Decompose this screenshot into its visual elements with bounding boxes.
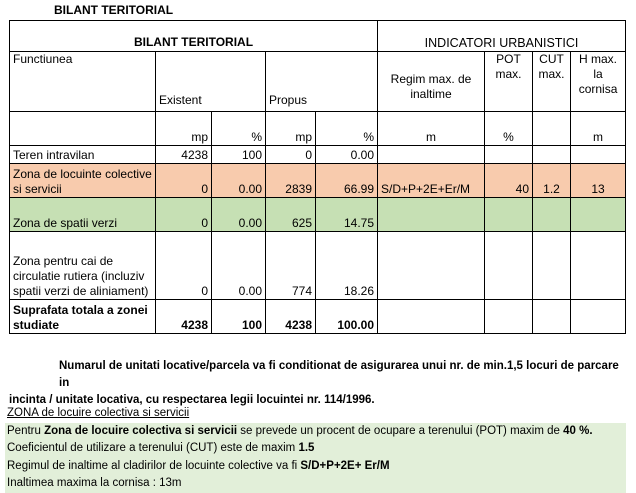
col-functiunea: Functiunea xyxy=(10,52,156,112)
cell xyxy=(485,232,533,300)
table-row xyxy=(10,164,626,198)
col-h: H max. la cornisa xyxy=(571,52,626,112)
unit-cell: m xyxy=(378,112,485,146)
unit-cell: % xyxy=(212,112,266,146)
row-name: Zona pentru cai de circulatie rutiera (incluziv spatii verzi de aliniament) xyxy=(10,232,156,300)
cell: 40 xyxy=(485,164,533,198)
cell: 0 xyxy=(156,164,212,198)
col-pot: POT max. xyxy=(485,52,533,112)
cell: 625 xyxy=(266,198,316,232)
cell xyxy=(571,300,626,334)
table-row-total xyxy=(10,300,626,334)
cell: 4238 xyxy=(156,300,212,334)
col-existent: Existent xyxy=(156,52,266,112)
text: Coeficientul de utilizare a terenului (CUT) este de maxim xyxy=(7,442,299,454)
unit-cell: % xyxy=(316,112,378,146)
cell: 0.00 xyxy=(212,164,266,198)
table-row xyxy=(10,146,626,164)
note-line: Numarul de unitati locative/parcela va fi conditionat de asigurarea unui nr. de min.1,5 locuri de parcare in xyxy=(59,360,619,389)
cell xyxy=(378,146,485,164)
text: se prevede un procent de ocupare a terenului (POT) maxim de xyxy=(237,424,564,437)
cell: 0.00 xyxy=(316,146,378,164)
cell: 0 xyxy=(156,198,212,232)
cell xyxy=(533,146,571,164)
table-row xyxy=(10,198,626,232)
page-title: BILANT TERITORIAL xyxy=(54,3,174,17)
row-name: Zona de locuinte colective si servicii xyxy=(10,164,156,198)
zona-paragraph: Inaltimea maxima la cornisa : 13m xyxy=(5,475,626,493)
indicators-header: INDICATORI URBANISTICI xyxy=(378,21,626,52)
row-name: Teren intravilan xyxy=(10,146,156,164)
unit-cell xyxy=(533,112,571,146)
cell xyxy=(571,232,626,300)
col-propus: Propus xyxy=(266,52,378,112)
cell xyxy=(533,300,571,334)
cell: 100 xyxy=(212,300,266,334)
cell xyxy=(378,232,485,300)
cell: 0.00 xyxy=(212,198,266,232)
col-regim: Regim max. de inaltime xyxy=(378,52,485,112)
unit-cell: m xyxy=(571,112,626,146)
cell: 13 xyxy=(571,164,626,198)
unit-cell: mp xyxy=(266,112,316,146)
cell xyxy=(378,198,485,232)
text-bold: 40 %. xyxy=(563,424,593,437)
row-name: Suprafata totala a zonei studiate xyxy=(10,300,156,334)
cell xyxy=(533,232,571,300)
cell: S/D+P+2E+Er/M xyxy=(378,164,485,198)
zona-heading: ZONA de locuire colectiva si servicii xyxy=(7,407,190,419)
col-cut: CUT max. xyxy=(533,52,571,112)
text: Regimul de inaltime al cladirilor de locuinte colective va fi xyxy=(7,459,301,472)
bilant-table xyxy=(9,20,626,334)
cell: 4238 xyxy=(156,146,212,164)
unit-cell: % xyxy=(485,112,533,146)
cell xyxy=(378,300,485,334)
text: Pentru xyxy=(7,424,45,437)
units-row xyxy=(10,112,626,146)
cell: 100 xyxy=(212,146,266,164)
table-row xyxy=(10,232,626,300)
cell xyxy=(485,300,533,334)
cell: 18.26 xyxy=(316,232,378,300)
zona-paragraph xyxy=(5,440,626,458)
cell xyxy=(571,198,626,232)
note-line: incinta / unitate locativa, cu respectarea legii locuintei nr. 114/1996. xyxy=(9,394,375,406)
zona-paragraph xyxy=(5,423,626,441)
bilant-header: BILANT TERITORIAL xyxy=(10,21,378,52)
cell xyxy=(485,146,533,164)
cell: 100.00 xyxy=(316,300,378,334)
row-name: Zona de spatii verzi xyxy=(10,198,156,232)
text-bold: Zona de locuire colectiva si servicii xyxy=(44,424,238,437)
parking-note xyxy=(9,358,625,409)
cell: 0 xyxy=(156,232,212,300)
cell: 774 xyxy=(266,232,316,300)
cell: 2839 xyxy=(266,164,316,198)
cell xyxy=(571,146,626,164)
zona-paragraph xyxy=(5,458,626,476)
cell xyxy=(533,198,571,232)
cell: 0 xyxy=(266,146,316,164)
cell: 1.2 xyxy=(533,164,571,198)
cell: 66.99 xyxy=(316,164,378,198)
text-bold: 1.5 xyxy=(298,442,315,454)
cell: 14.75 xyxy=(316,198,378,232)
cell: 4238 xyxy=(266,300,316,334)
cell xyxy=(485,198,533,232)
cell: 0.00 xyxy=(212,232,266,300)
text-bold: S/D+P+2E+ Er/M xyxy=(300,459,390,472)
unit-cell: mp xyxy=(156,112,212,146)
zona-section xyxy=(5,405,626,493)
